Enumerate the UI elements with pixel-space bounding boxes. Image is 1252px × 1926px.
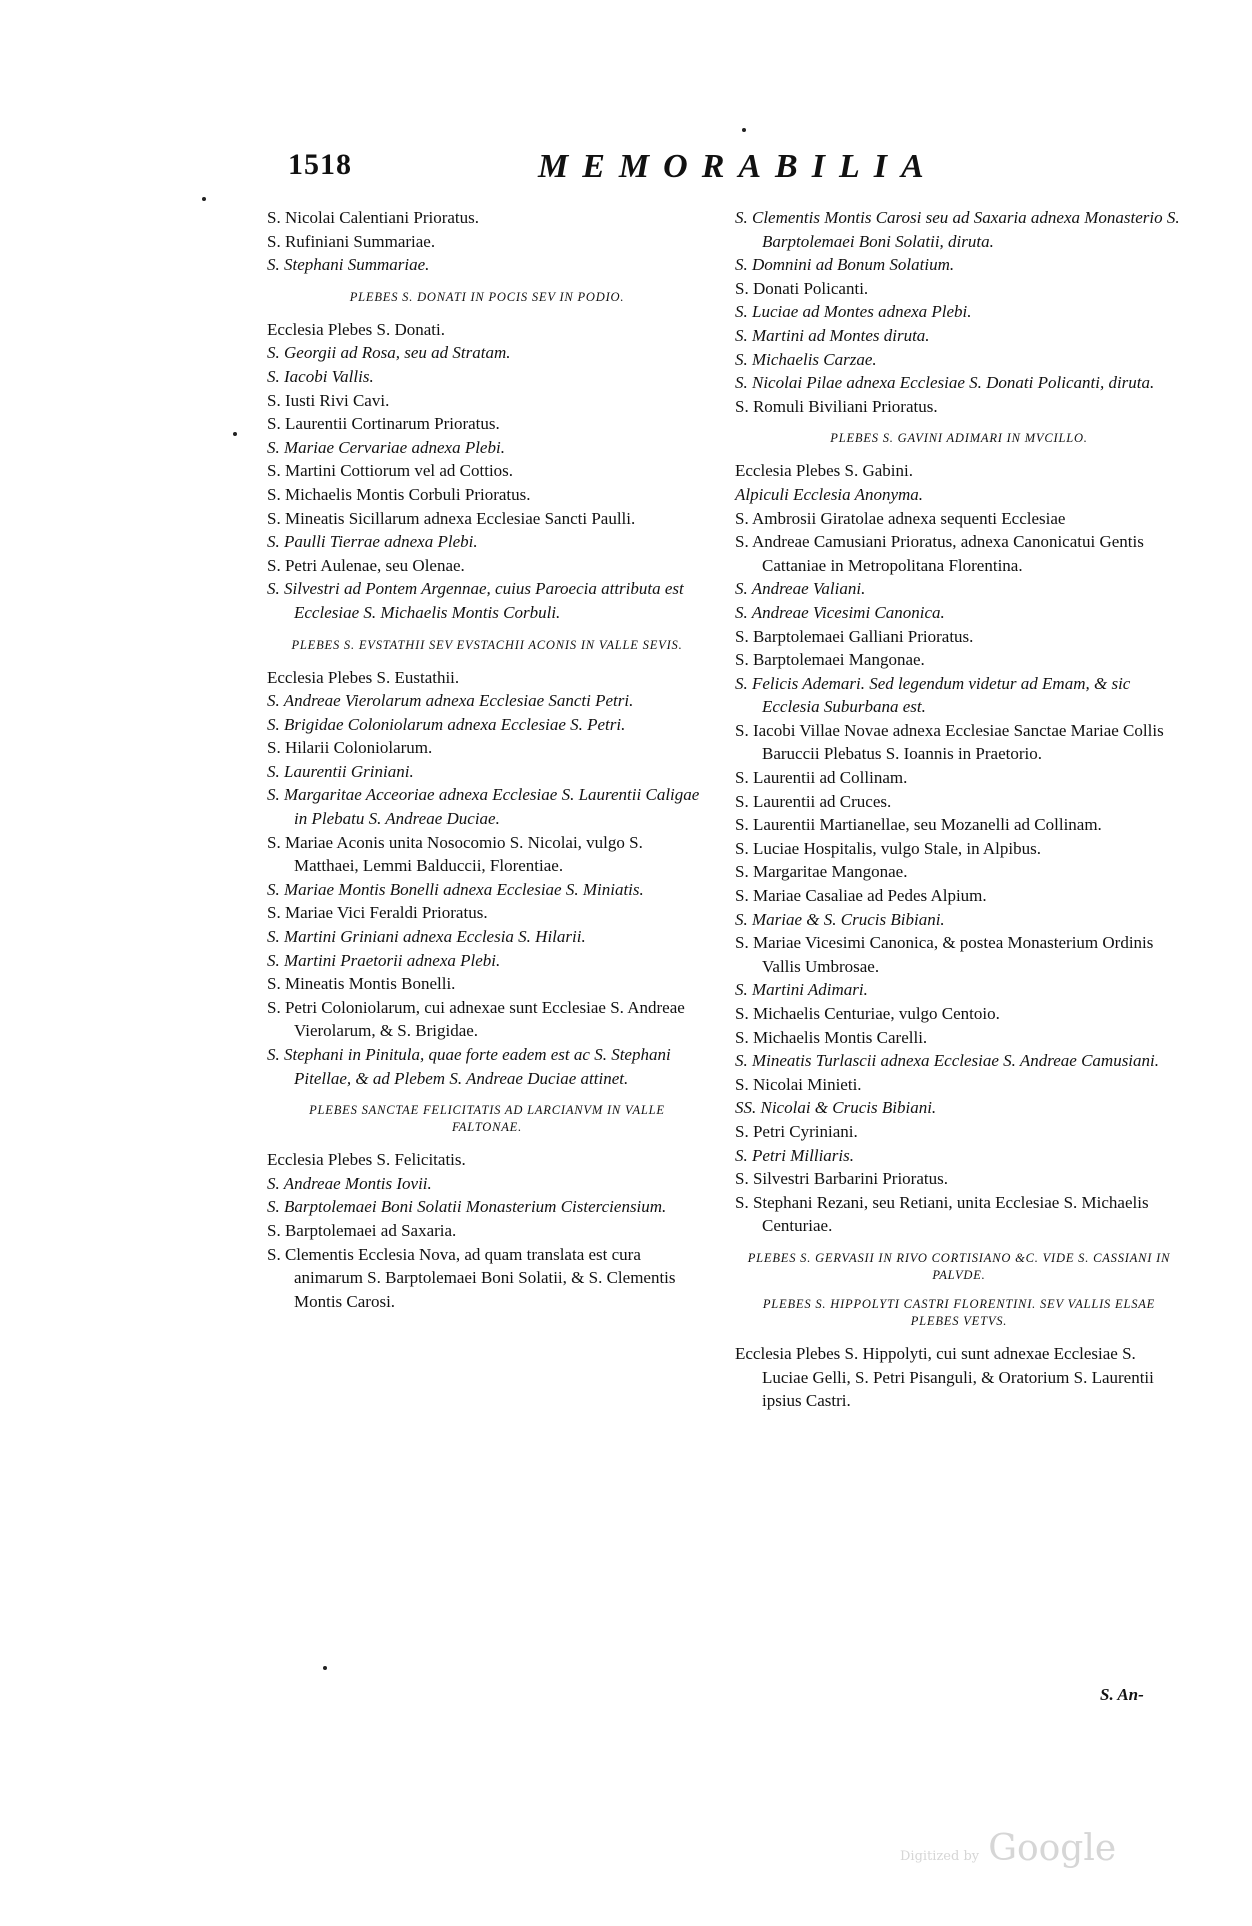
church-entry: S. Michaelis Centuriae, vulgo Centoio. xyxy=(735,1004,1000,1023)
church-entry: S. Martini Praetorii adnexa Plebi. xyxy=(267,950,501,970)
church-entry: SS. Nicolai & Crucis Bibiani. xyxy=(735,1098,937,1118)
church-entry: S. Laurentii ad Collinam. xyxy=(735,768,908,788)
church-entry: S. Andreae Valiani. xyxy=(735,579,866,599)
ink-speck xyxy=(233,432,237,436)
church-entry: S. Paulli Tierrae adnexa Plebi. xyxy=(267,532,478,552)
running-title: MEMORABILIA xyxy=(538,148,938,185)
church-entry: S. Laurentii ad Cruces. xyxy=(735,791,892,811)
church-entry: S. Luciae ad Montes adnexa Plebi. xyxy=(735,302,972,322)
church-entry: S. Barptolemaei Mangonae. xyxy=(735,650,925,670)
church-entry: Ecclesia Plebes S. Donati. xyxy=(267,319,445,339)
church-entry: Alpiculi Ecclesia Anonyma. xyxy=(735,484,924,504)
right-column xyxy=(735,206,1183,1413)
church-entry: S. Rufiniani Summariae. xyxy=(267,231,436,251)
ink-speck xyxy=(202,197,206,201)
church-entry: S. Martini Adimari. xyxy=(735,980,868,1000)
church-entry: Ecclesia Plebes S. Felicitatis. xyxy=(267,1150,466,1170)
church-entry: S. Margaritae Mangonae. xyxy=(735,862,908,882)
church-entry: S. Georgii ad Rosa, seu ad Stratam. xyxy=(267,343,511,363)
church-entry: S. Barptolemaei Boni Solatii Monasterium Cisterciensium. xyxy=(267,1197,667,1217)
church-entry: S. Petri Cyriniani. xyxy=(735,1121,858,1141)
church-entry: S. Domnini ad Bonum Solatium. xyxy=(735,255,955,275)
church-entry: S. Mariae Casaliae ad Pedes Alpium. xyxy=(735,886,987,906)
church-entry: S. Petri Milliaris. xyxy=(735,1145,854,1165)
church-entry: S. Clementis Ecclesia Nova, ad quam translata est cura animarum S. Barptolemaei Boni Solatii, & S. Clementis Montis Carosi. xyxy=(267,1244,676,1311)
church-entry: S. Michaelis Montis Corbuli Prioratus. xyxy=(267,484,531,504)
church-entry: S. Hilarii Coloniolarum. xyxy=(267,738,433,758)
church-entry: S. Felicis Ademari. Sed legendum videtur ad Emam, & sic Ecclesia Suburbana est. xyxy=(735,673,1131,717)
digitization-watermark xyxy=(900,1828,1116,1869)
watermark-prefix: Digitized by xyxy=(900,1849,980,1864)
church-entry: S. Mariae Montis Bonelli adnexa Ecclesiae S. Miniatis. xyxy=(267,879,644,899)
parish-heading: PLEBES S. EVSTATHII SEV EVSTACHII ACONIS IN VALLE SEVIS. xyxy=(291,637,683,652)
church-entry: S. Iacobi Villae Novae adnexa Ecclesiae Sanctae Mariae Collis Baruccii Plebatus S. Ioannis in Praetorio. xyxy=(735,720,1164,764)
parish-heading: PLEBES S. DONATI IN POCIS SEV IN PODIO. xyxy=(349,289,625,304)
church-entry: S. Silvestri Barbarini Prioratus. xyxy=(735,1169,948,1189)
church-entry: S. Margaritae Acceoriae adnexa Ecclesiae S. Laurentii Caligae in Plebatu S. Andreae Duciae. xyxy=(267,785,700,829)
church-entry: S. Mineatis Sicillarum adnexa Ecclesiae Sancti Paulli. xyxy=(267,508,636,528)
church-entry: S. Laurentii Martianellae, seu Mozanelli ad Collinam. xyxy=(735,815,1102,835)
parish-heading: PLEBES SANCTAE FELICITATIS AD LARCIANVM IN VALLE FALTONAE. xyxy=(309,1103,665,1135)
ink-speck xyxy=(742,128,746,132)
page-header xyxy=(288,148,948,188)
church-entry: S. Nicolai Calentiani Prioratus. xyxy=(267,208,479,227)
church-entry: S. Mineatis Turlascii adnexa Ecclesiae S. Andreae Camusiani. xyxy=(735,1051,1160,1071)
church-entry: S. Donati Policanti. xyxy=(735,278,869,298)
church-entry: S. Mariae Aconis unita Nosocomio S. Nicolai, vulgo S. Matthaei, Lemmi Balduccii, Florentiae. xyxy=(267,832,643,876)
church-entry: S. Mariae Vici Feraldi Prioratus. xyxy=(267,903,488,923)
church-entry: Ecclesia Plebes S. Eustathii. xyxy=(267,667,460,687)
church-entry: S. Nicolai Minieti. xyxy=(735,1074,862,1094)
parish-heading: PLEBES S. HIPPOLYTI CASTRI FLORENTINI. SEV VALLIS ELSAE PLEBES VETVS. xyxy=(762,1296,1156,1328)
watermark-brand: Google xyxy=(988,1828,1117,1869)
church-entry: Ecclesia Plebes S. Hippolyti, cui sunt adnexae Ecclesiae S. Luciae Gelli, S. Petri Pisanguli, & Oratorium S. Laurentii ipsius Castri. xyxy=(735,1343,1154,1411)
church-entry: S. Mariae Vicesimi Canonica, & postea Monasterium Ordinis Vallis Umbrosae. xyxy=(735,933,1154,976)
church-entry: S. Stephani Rezani, seu Retiani, unita Ecclesiae S. Michaelis Centuriae. xyxy=(735,1192,1149,1236)
church-entry: S. Petri Coloniolarum, cui adnexae sunt Ecclesiae S. Andreae Vierolarum, & S. Brigidae. xyxy=(267,997,685,1041)
church-entry: S. Nicolai Pilae adnexa Ecclesiae S. Donati Policanti, diruta. xyxy=(735,373,1155,393)
church-entry: S. Michaelis Montis Carelli. xyxy=(735,1027,928,1047)
church-entry: S. Brigidae Coloniolarum adnexa Ecclesiae S. Petri. xyxy=(267,714,626,734)
church-entry: S. Martini Griniani adnexa Ecclesia S. Hilarii. xyxy=(267,927,586,947)
church-entry: S. Mineatis Montis Bonelli. xyxy=(267,974,456,994)
church-entry: S. Romuli Biviliani Prioratus. xyxy=(735,396,938,416)
church-entry: S. Andreae Camusiani Prioratus, adnexa Canonicatui Gentis Cattaniae in Metropolitana Florentina. xyxy=(735,532,1144,575)
church-entry: S. Silvestri ad Pontem Argennae, cuius Paroecia attributa est Ecclesiae S. Michaelis Montis Corbuli. xyxy=(267,579,684,622)
church-entry: S. Clementis Montis Carosi seu ad Saxaria adnexa Monasterio S. Barptolemaei Boni Solatii, diruta. xyxy=(735,208,1180,251)
ink-speck xyxy=(323,1666,327,1670)
church-entry: S. Ambrosii Giratolae adnexa sequenti Ecclesiae xyxy=(735,508,1066,528)
church-entry: S. Barptolemaei ad Saxaria. xyxy=(267,1220,457,1240)
left-column xyxy=(267,206,707,1313)
church-entry: S. Iacobi Vallis. xyxy=(267,366,374,386)
page-number: 1518 xyxy=(288,148,352,181)
church-entry: S. Andreae Vierolarum adnexa Ecclesiae Sancti Petri. xyxy=(267,691,634,711)
parish-heading: PLEBES S. GERVASII IN RIVO CORTISIANO &C. VIDE S. CASSIANI IN PALVDE. xyxy=(747,1250,1171,1282)
church-entry: S. Luciae Hospitalis, vulgo Stale, in Alpibus. xyxy=(735,838,1041,858)
church-entry: S. Laurentii Cortinarum Prioratus. xyxy=(267,414,500,434)
church-entry: S. Mariae Cervariae adnexa Plebi. xyxy=(267,437,505,457)
church-entry: S. Laurentii Griniani. xyxy=(267,761,414,781)
church-entry: S. Petri Aulenae, seu Olenae. xyxy=(267,555,465,575)
church-entry: Ecclesia Plebes S. Gabini. xyxy=(735,461,913,481)
church-entry: S. Iusti Rivi Cavi. xyxy=(267,390,390,410)
church-entry: S. Stephani in Pinitula, quae forte eadem est ac S. Stephani Pitellae, & ad Plebem S. Andreae Duciae attinet. xyxy=(267,1045,671,1088)
church-entry: S. Andreae Montis Iovii. xyxy=(267,1173,432,1193)
church-entry: S. Michaelis Carzae. xyxy=(735,349,877,369)
church-entry: S. Martini ad Montes diruta. xyxy=(735,325,930,345)
church-entry: S. Mariae & S. Crucis Bibiani. xyxy=(735,909,945,929)
parish-heading: PLEBES S. GAVINI ADIMARI IN MVCILLO. xyxy=(830,431,1088,446)
church-entry: S. Stephani Summariae. xyxy=(267,255,430,275)
church-entry: S. Andreae Vicesimi Canonica. xyxy=(735,602,945,622)
church-entry: S. Barptolemaei Galliani Prioratus. xyxy=(735,626,974,646)
catchword: S. An- xyxy=(1100,1685,1144,1704)
church-entry: S. Martini Cottiorum vel ad Cottios. xyxy=(267,461,514,481)
